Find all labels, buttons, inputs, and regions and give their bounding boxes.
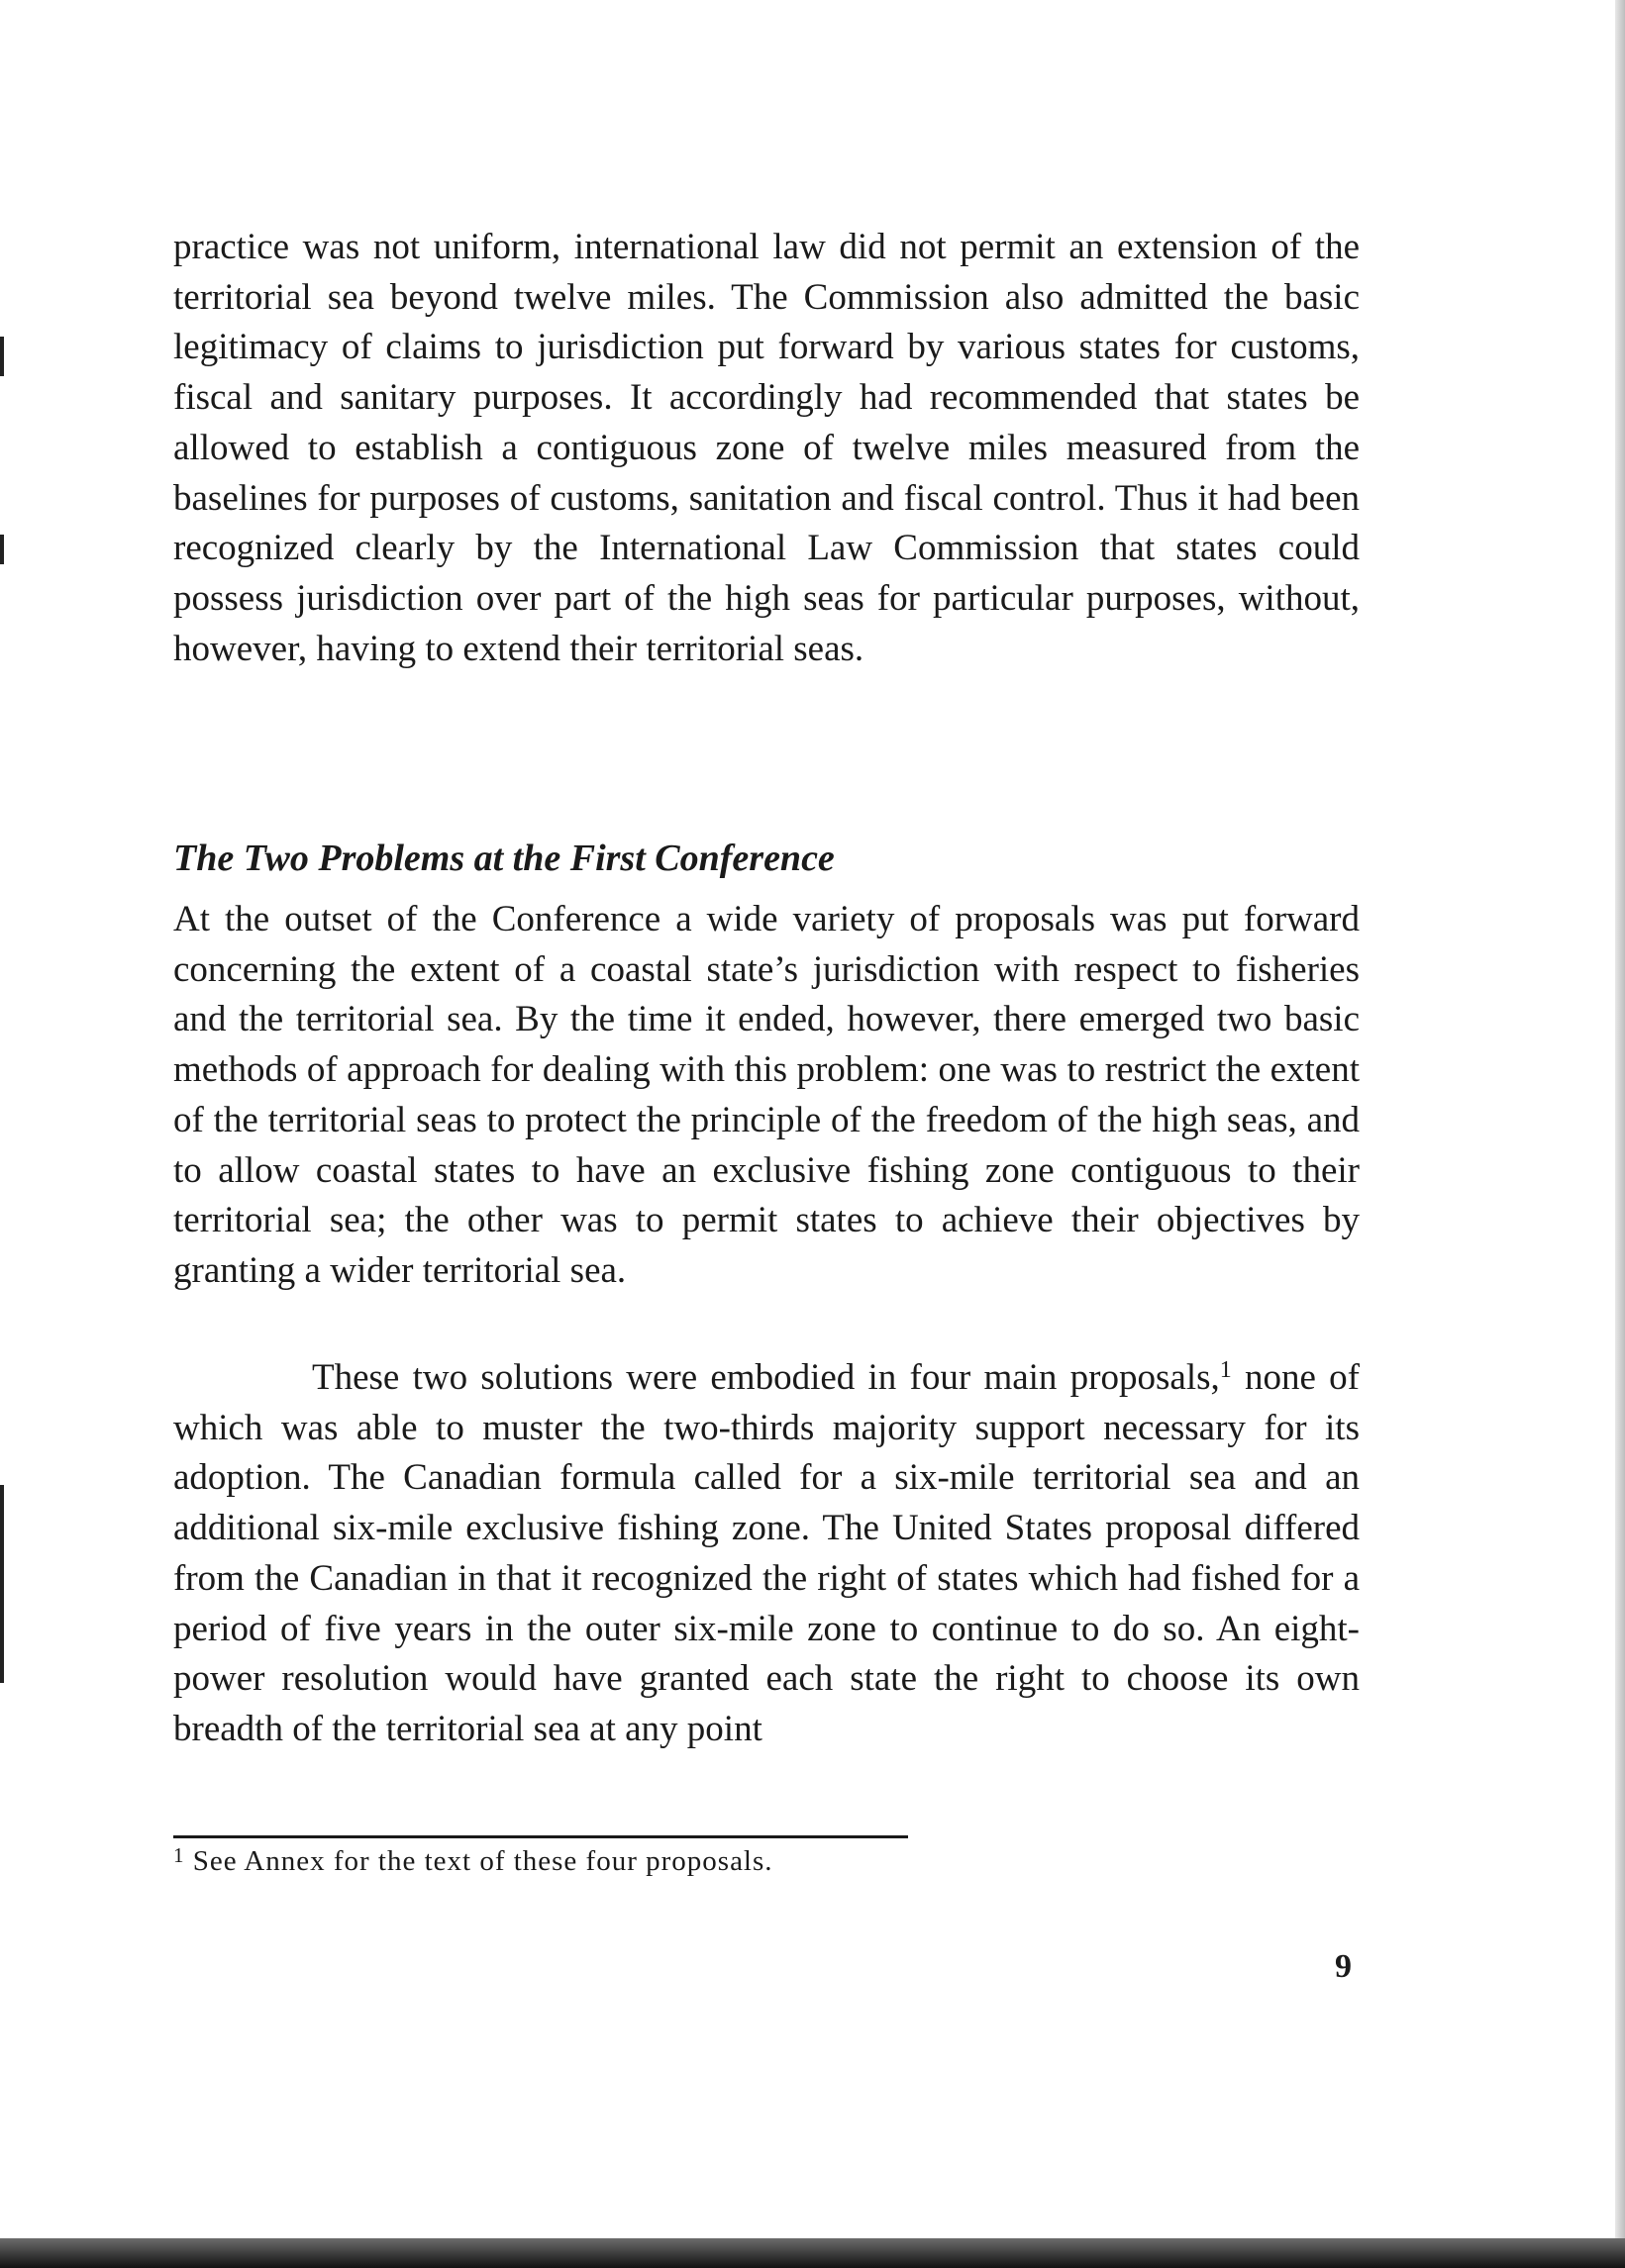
scan-bottom-border xyxy=(0,2238,1625,2268)
scan-margin-mark xyxy=(0,1485,4,1683)
body-paragraph: practice was not uniform, international law did not permit an extension of the territorial sea beyond twelve miles. The Commission also admitted the basic legitimacy of claims to jurisdiction put forward by various states for customs, fiscal and sanitary purposes. It accordingly had recommended that states be allowed to establish a contiguous zone of twelve miles measured from the baselines for purposes of customs, sanitation and fiscal control. Thus it had been recognized clearly by the International Law Commission that states could possess jurisdiction over part of the high seas for particular purposes, without, however, having to extend their territorial seas. xyxy=(173,227,1360,669)
footnote-marker: 1 xyxy=(173,1843,185,1867)
section-heading: The Two Problems at the First Conference xyxy=(173,838,835,879)
page-edge-shadow xyxy=(1615,0,1625,2268)
paragraph-text: These two solutions were embodied in four main proposals, xyxy=(312,1357,1220,1398)
scan-margin-mark xyxy=(0,535,4,564)
footnote-rule xyxy=(173,1835,908,1838)
body-paragraph: At the outset of the Conference a wide variety of proposals was put forward concerning the extent of a coastal state’s jurisdiction with respect to fisheries and the territorial sea. By the time it ended, however, there emerged two basic methods of approach for dealing with this problem: one was to restrict the extent of the territorial seas to protect the principle of the freedom of the high seas, and to allow coastal states to have an exclusive fishing zone contiguous to their territorial sea; the other was to permit states to achieve their objectives by granting a wider territorial sea. xyxy=(173,899,1360,1291)
page-number: 9 xyxy=(1335,1948,1352,1985)
paragraph-text: none of which was able to muster the two-thirds majority support necessary for its adoption. The Canadian formula called for a six-mile territorial sea and an additional six-mile exclusive fishing zone. The United States proposal differed from the Canadian in that it recognized the right of states which had fished for a period of five years in the outer six-mile zone to continue to do so. An eight-power resolution would have granted each state the right to choose its own breadth of the territorial sea at any point xyxy=(173,1357,1360,1749)
footnote-text: See Annex for the text of these four proposals. xyxy=(184,1845,773,1877)
footnote-reference: 1 xyxy=(1219,1357,1232,1383)
scan-margin-mark xyxy=(0,337,4,376)
footnote xyxy=(173,1841,807,1881)
body-paragraph xyxy=(173,1353,1360,1755)
